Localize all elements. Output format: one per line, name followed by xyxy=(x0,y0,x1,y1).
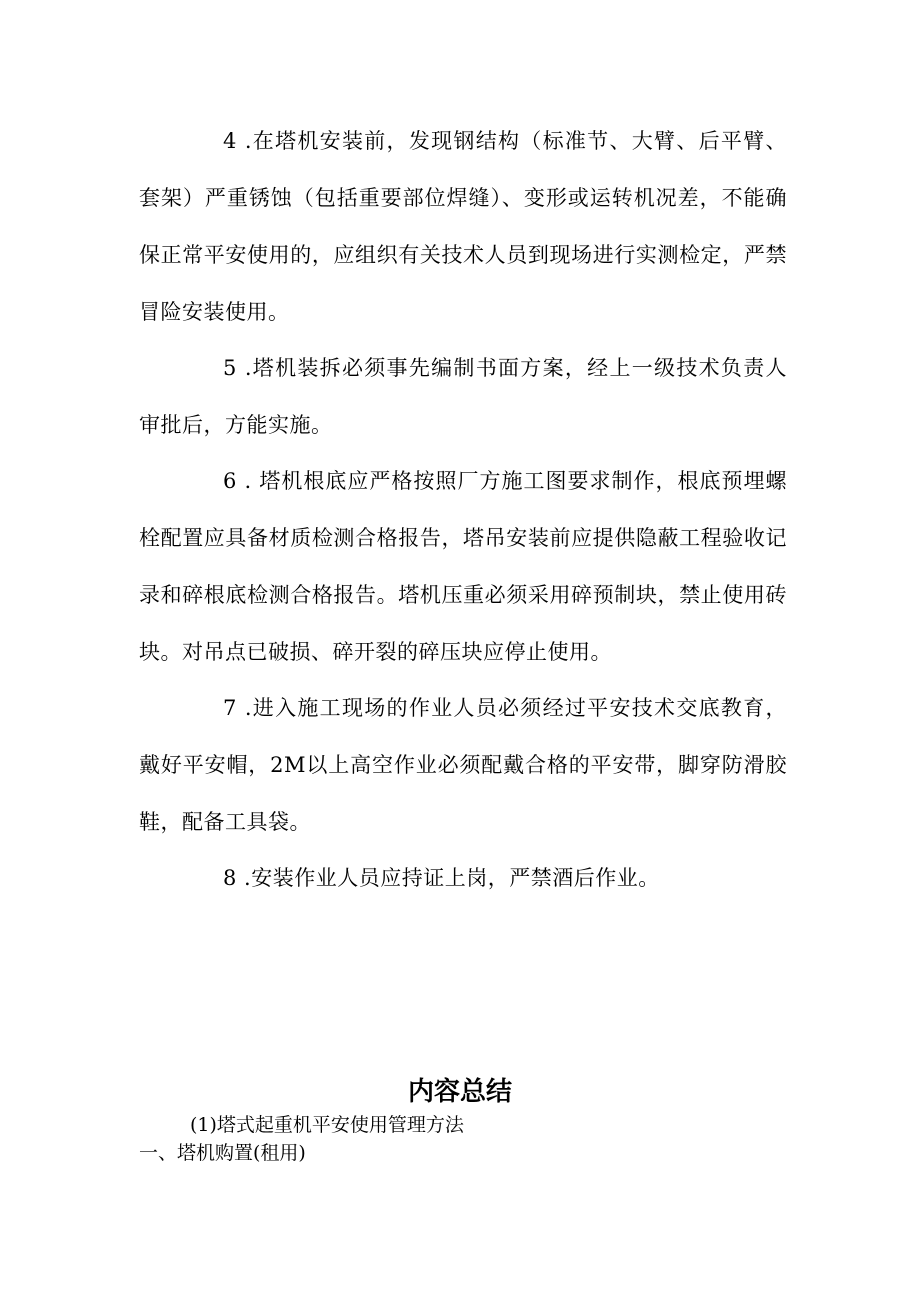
summary-subheading: (1)塔式起重机平安使用管理方法 xyxy=(190,1114,464,1136)
paragraph-item-8 xyxy=(139,850,787,907)
item-text: . 塔机根底应严格按照厂方施工图要求制作，根底预埋螺栓配置应具备材质检测合格报告，塔吊安装前应提供隐蔽工程验收记录和碎根底检测合格报告。塔机压重必须采用碎预制块，禁止使用砖块。对吊点已破损、碎开裂的碎压块应停止使用。 xyxy=(139,469,787,664)
item-number: 6 xyxy=(223,469,237,493)
summary-heading: 内容总结 xyxy=(407,1077,512,1107)
item-text: .塔机装拆必须事先编制书面方案，经上一级技术负责人审批后，方能实施。 xyxy=(139,356,787,437)
item-number: 4 xyxy=(223,129,237,153)
summary-section-title: 一、塔机购置(租用) xyxy=(139,1142,306,1164)
paragraph-item-6 xyxy=(139,453,787,681)
item-number: 5 xyxy=(223,356,237,380)
item-text: .进入施工现场的作业人员必须经过平安技术交底教育，戴好平安帽，2M以上高空作业必须配戴合格的平安带，脚穿防滑胶鞋，配备工具袋。 xyxy=(139,696,787,834)
paragraph-item-5 xyxy=(139,340,787,454)
item-number: 7 xyxy=(223,696,237,720)
item-number: 8 xyxy=(223,866,237,890)
item-text: .在塔机安装前，发现钢结构（标准节、大臂、后平臂、套架）严重锈蚀（包括重要部位焊缝）、变形或运转机况差，不能确保正常平安使用的，应组织有关技术人员到现场进行实测检定，严禁冒险安装使用。 xyxy=(139,129,787,324)
paragraph-item-7 xyxy=(139,680,787,851)
paragraph-item-4 xyxy=(139,113,787,341)
item-text: .安装作业人员应持证上岗，严禁酒后作业。 xyxy=(236,866,660,890)
